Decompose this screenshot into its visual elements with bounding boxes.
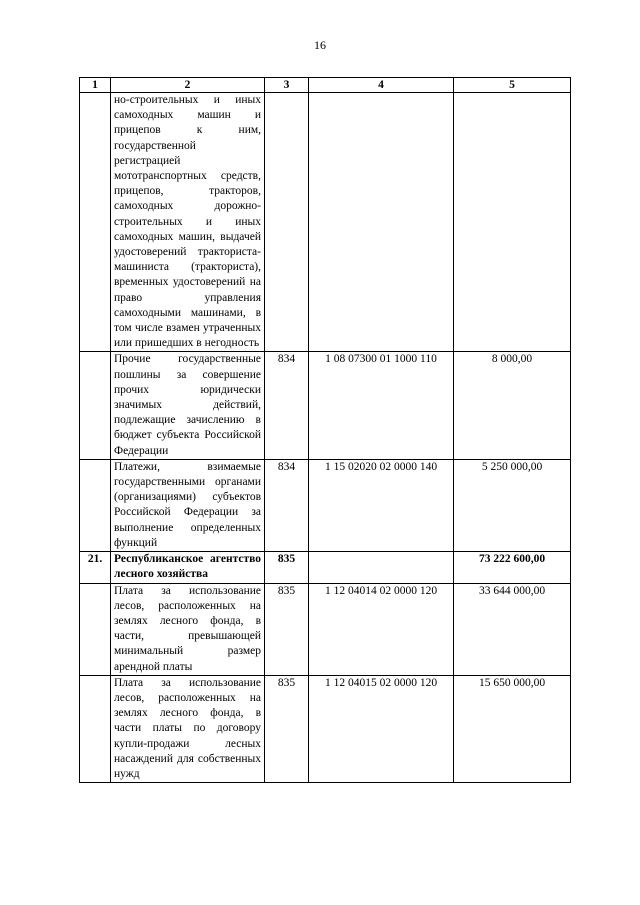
row-number — [80, 675, 111, 782]
row-amount — [454, 93, 571, 352]
table-row — [80, 459, 571, 551]
row-description: Прочие государственные пошлины за совершение прочих юридически значимых действий, подлежащие зачислению в бюджет субъекта Российской Федерации — [111, 352, 265, 459]
row-classification-code: 1 12 04014 02 0000 120 — [309, 583, 454, 675]
row-description: но-строительных и иных самоходных машин и прицепов к ним, государственной регистрацией мототранспортных средств, прицепов, тракторов, самоходных дорожно-строительных и иных самоходных машин, выдачей удостоверений тракториста-машиниста (тракториста), временных удостоверений на право управления самоходными машинами, в том числе взамен утраченных или пришедших в негодность — [111, 93, 265, 352]
row-classification-code: 1 12 04015 02 0000 120 — [309, 675, 454, 782]
row-description: Платежи, взимаемые государственными органами (организациями) субъектов Российской Федерации за выполнение определенных функций — [111, 459, 265, 551]
row-classification-code — [309, 552, 454, 583]
row-amount: 8 000,00 — [454, 352, 571, 459]
row-number — [80, 459, 111, 551]
table-row — [80, 93, 571, 352]
table-header-row — [80, 78, 571, 93]
row-admin-code: 834 — [265, 459, 309, 551]
row-number — [80, 93, 111, 352]
header-col-3: 3 — [265, 78, 309, 93]
row-classification-code — [309, 93, 454, 352]
header-col-4: 4 — [309, 78, 454, 93]
row-amount: 5 250 000,00 — [454, 459, 571, 551]
table-row — [80, 675, 571, 782]
row-admin-code: 835 — [265, 675, 309, 782]
row-classification-code: 1 15 02020 02 0000 140 — [309, 459, 454, 551]
row-description: Плата за использование лесов, расположенных на землях лесного фонда, в части платы по договору купли-продажи лесных насаждений для собственных нужд — [111, 675, 265, 782]
row-admin-code: 835 — [265, 583, 309, 675]
row-description: Плата за использование лесов, расположенных на землях лесного фонда, в части, превышающей минимальный размер арендной платы — [111, 583, 265, 675]
row-amount: 73 222 600,00 — [454, 552, 571, 583]
row-number — [80, 583, 111, 675]
row-amount: 15 650 000,00 — [454, 675, 571, 782]
revenue-table — [79, 77, 571, 783]
row-description: Республиканское агентство лесного хозяйства — [111, 552, 265, 583]
row-number: 21. — [80, 552, 111, 583]
page-number: 16 — [314, 38, 326, 52]
header-col-1: 1 — [80, 78, 111, 93]
row-classification-code: 1 08 07300 01 1000 110 — [309, 352, 454, 459]
row-admin-code — [265, 93, 309, 352]
table-row — [80, 583, 571, 675]
row-number — [80, 352, 111, 459]
row-amount: 33 644 000,00 — [454, 583, 571, 675]
table-row-agency — [80, 552, 571, 583]
header-col-2: 2 — [111, 78, 265, 93]
row-admin-code: 835 — [265, 552, 309, 583]
row-admin-code: 834 — [265, 352, 309, 459]
table-row — [80, 352, 571, 459]
header-col-5: 5 — [454, 78, 571, 93]
